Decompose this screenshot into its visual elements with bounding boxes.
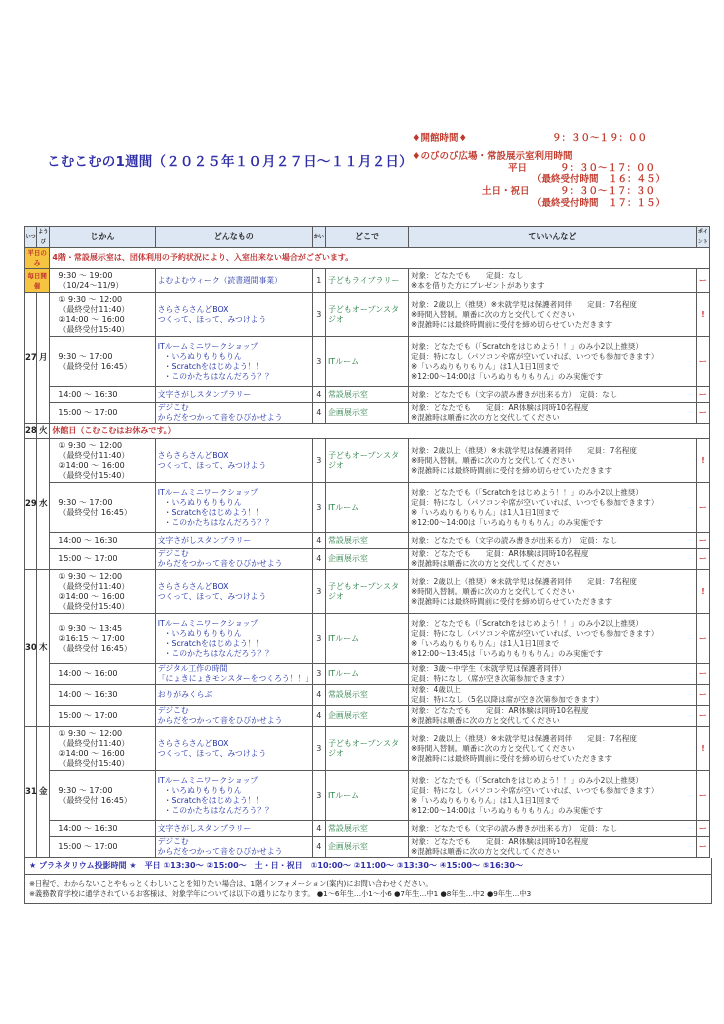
weekday: 水: [37, 439, 50, 570]
event-place: 子どもオープンスタジオ: [325, 293, 408, 337]
time-line: ②14:00 ～ 16:00: [58, 314, 125, 324]
event-name-line: デジこむ: [157, 549, 189, 558]
info-line: ※時間入替制。順番に次の方と交代してください: [411, 309, 575, 319]
table-row: [25, 337, 710, 387]
event-point: ー: [696, 483, 709, 533]
event-time: [50, 293, 155, 337]
event-name-line: さらさらさんどBOX: [157, 304, 229, 314]
opening-hours: [412, 130, 682, 207]
event-time: [50, 387, 155, 403]
weekday-last: （最終受付時間 １６：４５）: [532, 174, 666, 186]
event-info: [409, 771, 697, 821]
event-time: [50, 403, 155, 424]
event-place: 企画展示室: [325, 706, 408, 727]
note-line: ※日程で、わからないことやもっとくわしいことを知りたい場合は、1階インフォメーション(案内)にお問い合わせください。: [29, 879, 433, 888]
event-name-line: さらさらさんどBOX: [157, 450, 229, 460]
planetarium-times: ★ プラネタリウム投影時間 ★ 平日 ①13:30～ ②15:00～ 土・日・祝日 ①10:00～ ②11:00～ ③13:30～ ④15:00～ ⑤16:30～: [25, 858, 711, 875]
daily-time-1: 9:30 ～ 19:00: [58, 270, 113, 280]
time-line: 15:00 ～ 17:00: [58, 711, 118, 720]
weekday: 木: [37, 570, 50, 727]
event-name-line: つくって、ほって、みつけよう: [157, 460, 267, 470]
time-line: ① 9:30 ～ 12:00: [58, 728, 123, 738]
event-info: [409, 821, 697, 837]
time-line: （最終受付 16:45）: [58, 795, 132, 805]
event-place: 子どもオープンスタジオ: [325, 439, 408, 483]
daily-point: ー: [696, 269, 709, 293]
event-name-line: ・いろぬりもりもりん: [163, 497, 242, 507]
footer: [24, 858, 712, 904]
event-floor: 3: [312, 439, 325, 483]
time-line: ① 9:30 ～ 12:00: [58, 440, 123, 450]
table-row: [25, 837, 710, 858]
event-time: [50, 570, 155, 614]
info-line: ※混雑時には最終時間前に受付を締め切らせていただきます: [411, 596, 613, 606]
event-point: !: [696, 570, 709, 614]
event-name-line: ・Scratchをはじめよう！！: [163, 361, 264, 371]
info-line: ※12:00～14:00は「いろぬりもりもりん」のみ実施です: [411, 517, 604, 527]
event-name-line: ITルームミニワークショップ: [157, 487, 259, 497]
event-info: [409, 706, 697, 727]
table-row: [25, 439, 710, 483]
open-label: ♦開館時間♦: [412, 133, 468, 144]
header-youbi: ようび: [37, 227, 50, 248]
event-name-line: ・このかたちはなんだろう？？: [163, 371, 273, 381]
event-time: [50, 614, 155, 664]
daily-floor: 1: [312, 269, 325, 293]
event-name-line: おりがみくらぶ: [157, 690, 213, 699]
event-place: 常設展示室: [325, 821, 408, 837]
event-point: !: [696, 439, 709, 483]
daily-where: 子どもライブラリー: [325, 269, 408, 293]
event-time: [50, 685, 155, 706]
info-line: 対象：どなたでも 定員：AR体験は同時10名程度: [411, 403, 589, 412]
time-line: （最終受付 16:45）: [58, 361, 132, 371]
event-floor: 3: [312, 727, 325, 771]
time-line: 9:30 ～ 17:00: [58, 351, 113, 361]
event-place: 常設展示室: [325, 387, 408, 403]
event-floor: 3: [312, 614, 325, 664]
weekend-last: （最終受付時間 １７：１５）: [532, 197, 666, 209]
event-floor: 3: [312, 664, 325, 685]
event-name: [155, 570, 312, 614]
event-name-line: さらさらさんどBOX: [157, 738, 229, 748]
time-line: 15:00 ～ 17:00: [58, 408, 118, 417]
event-name: [155, 387, 312, 403]
info-line: 対象：どなたでも（文字の読み書きが出来る方） 定員：なし: [411, 389, 618, 399]
event-place: 企画展示室: [325, 403, 408, 424]
event-point: ー: [696, 387, 709, 403]
event-point: ー: [696, 706, 709, 727]
time-line: ① 9:30 ～ 13:45: [58, 623, 123, 633]
weekday: 月: [37, 293, 50, 424]
event-point: ー: [696, 771, 709, 821]
event-name-line: からだをつかって音をひびかせよう: [157, 413, 283, 422]
info-line: ※時間入替制。順番に次の方と交代してください: [411, 586, 575, 596]
event-name-line: ・このかたちはなんだろう？？: [163, 517, 273, 527]
info-line: 対象：2歳以上（推奨）※未就学児は保護者同伴 定員：7名程度: [411, 299, 637, 309]
time-line: 14:00 ～ 16:30: [58, 690, 118, 699]
info-line: ※混雑時には最終時間前に受付を締め切らせていただきます: [411, 753, 613, 763]
info-line: 対象：どなたでも 定員：AR体験は同時10名程度: [411, 549, 589, 558]
time-line: （最終受付11:40）: [58, 450, 130, 460]
event-place: 子どもオープンスタジオ: [325, 570, 408, 614]
time-line: ②14:00 ～ 16:00: [58, 748, 125, 758]
event-time: [50, 439, 155, 483]
event-place: 常設展示室: [325, 685, 408, 706]
time-line: 15:00 ～ 17:00: [58, 842, 118, 851]
info-line: ※混雑時は順番に次の方と交代してください: [411, 847, 560, 856]
daily-row: [25, 269, 710, 293]
info-line: 定員：特になし（席が空き次第参加できます）: [411, 674, 569, 683]
time-line: 14:00 ～ 16:30: [58, 389, 118, 399]
open-time: ９：３０～１９：００: [552, 133, 648, 144]
event-name-line: つくって、ほって、みつけよう: [157, 591, 267, 601]
event-name-line: ・このかたちはなんだろう？？: [163, 648, 273, 658]
event-point: ー: [696, 614, 709, 664]
table-row: [25, 387, 710, 403]
table-row: [25, 614, 710, 664]
info-line: ※「いろぬりもりもりん」は1人1日1回まで: [411, 795, 560, 805]
event-place: 企画展示室: [325, 837, 408, 858]
event-info: [409, 293, 697, 337]
notice-row: [25, 248, 710, 269]
time-line: 15:00 ～ 17:00: [58, 554, 118, 563]
event-info: [409, 387, 697, 403]
event-name-line: デジこむ: [157, 403, 189, 412]
header-point: ポイント: [696, 227, 709, 248]
weekday-label: 平日: [508, 162, 528, 174]
event-name-line: ・このかたちはなんだろう？？: [163, 805, 273, 815]
time-line: 14:00 ～ 16:00: [58, 669, 118, 678]
header-itsu: いつ: [25, 227, 37, 248]
event-floor: 3: [312, 483, 325, 533]
time-line: （最終受付15:40）: [58, 324, 130, 334]
weekend-time: ９：３０～１７：３０: [560, 186, 656, 198]
event-time: [50, 483, 155, 533]
event-floor: 4: [312, 685, 325, 706]
event-time: [50, 727, 155, 771]
event-floor: 3: [312, 570, 325, 614]
day-row-closed: [25, 424, 710, 439]
event-info: [409, 727, 697, 771]
daily-info-2: ※本を借りた方にプレゼントがあります: [411, 280, 545, 290]
header-kai: かい: [312, 227, 325, 248]
event-name-line: からだをつかって音をひびかせよう: [157, 847, 283, 856]
event-place: ITルーム: [325, 614, 408, 664]
table-row: [25, 533, 710, 549]
event-time: [50, 821, 155, 837]
info-line: 対象：4歳以上: [411, 685, 461, 694]
header-iinna: ていいんなど: [409, 227, 697, 248]
event-point: ー: [696, 533, 709, 549]
event-name-line: からだをつかって音をひびかせよう: [157, 559, 283, 568]
info-line: 対象：2歳以上（推奨）※未就学児は保護者同伴 定員：7名程度: [411, 445, 637, 455]
event-name: [155, 821, 312, 837]
event-name-line: つくって、ほって、みつけよう: [157, 314, 267, 324]
event-name-line: ITルームミニワークショップ: [157, 618, 259, 628]
event-point: !: [696, 293, 709, 337]
table-header: [25, 227, 710, 248]
event-point: ー: [696, 337, 709, 387]
info-line: 定員：特になし（パソコンや席が空いていれば、いつでも参加できます）: [411, 628, 659, 638]
event-name: [155, 771, 312, 821]
event-point: ー: [696, 685, 709, 706]
event-name: [155, 549, 312, 570]
table-row: [25, 771, 710, 821]
header-donna: どんなもの: [155, 227, 312, 248]
time-line: 9:30 ～ 17:00: [58, 497, 113, 507]
event-floor: 4: [312, 837, 325, 858]
event-floor: 4: [312, 706, 325, 727]
event-name-line: ・Scratchをはじめよう！！: [163, 507, 264, 517]
daily-time: [50, 269, 155, 293]
event-name-line: 文字さがしスタンプラリー: [157, 535, 252, 545]
day-number: 31: [25, 727, 37, 858]
event-name: [155, 483, 312, 533]
event-place: 子どもオープンスタジオ: [325, 727, 408, 771]
event-name: [155, 439, 312, 483]
time-line: （最終受付15:40）: [58, 601, 130, 611]
time-line: ②14:00 ～ 16:00: [58, 460, 125, 470]
weekday-time: ９：３０～１７：００: [560, 162, 656, 174]
table-row: [25, 293, 710, 337]
event-info: [409, 664, 697, 685]
daily-time-2: （10/24～11/9）: [58, 280, 124, 290]
event-floor: 4: [312, 549, 325, 570]
table-row: [25, 821, 710, 837]
weekday: 金: [37, 727, 50, 858]
event-floor: 4: [312, 533, 325, 549]
weekday: 火: [37, 424, 50, 439]
daily-what: よむよむウィーク（読書週間事業）: [155, 269, 312, 293]
event-info: [409, 685, 697, 706]
info-line: 対象：どなたでも（「Scratchをはじめよう！！」のみ小2以上推奨）: [411, 487, 643, 497]
event-time: [50, 664, 155, 685]
event-info: [409, 549, 697, 570]
day-number: 29: [25, 439, 37, 570]
event-time: [50, 549, 155, 570]
time-line: （最終受付15:40）: [58, 758, 130, 768]
daily-info-1: 対象：どなたでも 定員：なし: [411, 270, 524, 280]
event-name: [155, 614, 312, 664]
event-name-line: デジタル工作の時間: [157, 664, 228, 673]
event-point: ー: [696, 821, 709, 837]
event-point: ー: [696, 549, 709, 570]
event-name: [155, 403, 312, 424]
table-row: [25, 727, 710, 771]
notes: [25, 875, 711, 903]
event-point: !: [696, 727, 709, 771]
day-number: 30: [25, 570, 37, 727]
time-line: ②16:15 ～ 17:00: [58, 633, 125, 643]
event-name-line: ITルームミニワークショップ: [157, 775, 259, 785]
event-place: ITルーム: [325, 771, 408, 821]
info-line: ※混雑時は順番に次の方と交代してください: [411, 716, 560, 725]
event-time: [50, 837, 155, 858]
table-row: [25, 685, 710, 706]
event-point: ー: [696, 837, 709, 858]
closed-notice: 休館日（こむこむはお休みです。）: [50, 424, 710, 439]
event-info: [409, 439, 697, 483]
event-time: [50, 337, 155, 387]
time-line: 14:00 ～ 16:30: [58, 823, 118, 833]
event-floor: 4: [312, 403, 325, 424]
info-line: 対象：2歳以上（推奨）※未就学児は保護者同伴 定員：7名程度: [411, 576, 637, 586]
header-dokode: どこで: [325, 227, 408, 248]
event-name: [155, 685, 312, 706]
time-line: 9:30 ～ 17:00: [58, 785, 113, 795]
event-floor: 4: [312, 821, 325, 837]
nobi-label: ♦のびのび広場・常設展示室利用時間: [412, 150, 573, 162]
event-name: [155, 837, 312, 858]
info-line: ※混雑時は順番に次の方と交代してください: [411, 559, 560, 568]
table-row: [25, 706, 710, 727]
time-line: 14:00 ～ 16:30: [58, 535, 118, 545]
header-jikan: じかん: [50, 227, 155, 248]
event-info: [409, 533, 697, 549]
event-place: ITルーム: [325, 664, 408, 685]
info-line: ※時間入替制。順番に次の方と交代してください: [411, 455, 575, 465]
time-line: （最終受付11:40）: [58, 738, 130, 748]
info-line: 定員：特になし（5名以降は席が空き次第参加できます）: [411, 695, 604, 704]
info-line: 対象：2歳以上（推奨）※未就学児は保護者同伴 定員：7名程度: [411, 733, 637, 743]
info-line: 対象：どなたでも（文字の読み書きが出来る方） 定員：なし: [411, 535, 618, 545]
event-info: [409, 483, 697, 533]
info-line: ※「いろぬりもりもりん」は1人1日1回まで: [411, 361, 560, 371]
info-line: ※混雑時には最終時間前に受付を締め切らせていただきます: [411, 319, 613, 329]
info-line: ※混雑時は順番に次の方と交代してください: [411, 413, 560, 422]
event-floor: 4: [312, 387, 325, 403]
note-line: ※義務教育学校に通学されているお客様は、対象学年については以下の通りになります。 ●1～6年生…小1～小6 ●7年生…中1 ●8年生…中2 ●9年生…中3: [29, 889, 532, 898]
table-row: [25, 549, 710, 570]
event-place: 企画展示室: [325, 549, 408, 570]
event-place: ITルーム: [325, 337, 408, 387]
info-line: 定員：特になし（パソコンや席が空いていれば、いつでも参加できます）: [411, 351, 659, 361]
event-name-line: 文字さがしスタンプラリー: [157, 823, 252, 833]
info-line: ※12:00～14:00は「いろぬりもりもりん」のみ実施です: [411, 805, 604, 815]
event-name-line: ・Scratchをはじめよう！！: [163, 638, 264, 648]
weekend-label: 土日・祝日: [482, 186, 530, 198]
event-name-line: ・いろぬりもりもりん: [163, 351, 242, 361]
table-row: [25, 403, 710, 424]
event-info: [409, 403, 697, 424]
time-line: ②14:00 ～ 16:00: [58, 591, 125, 601]
event-time: [50, 771, 155, 821]
info-line: 対象：どなたでも 定員：AR体験は同時10名程度: [411, 837, 589, 846]
event-name-line: 文字さがしスタンプラリー: [157, 389, 252, 399]
info-line: ※混雑時には最終時間前に受付を締め切らせていただきます: [411, 465, 613, 475]
day-number: 28: [25, 424, 37, 439]
info-line: 対象：どなたでも（「Scratchをはじめよう！！」のみ小2以上推奨）: [411, 775, 643, 785]
page-title: こむこむの1週間（２０２５年１０月２７日～１１月２日）: [47, 154, 413, 170]
event-place: ITルーム: [325, 483, 408, 533]
event-info: [409, 337, 697, 387]
time-line: （最終受付 16:45）: [58, 643, 132, 653]
event-name: [155, 706, 312, 727]
info-line: ※12:00～13:45は「いろぬりもりもりん」のみ実施です: [411, 648, 604, 658]
daily-badge: 毎日開催: [25, 269, 50, 293]
time-line: （最終受付11:40）: [58, 304, 130, 314]
event-floor: 3: [312, 337, 325, 387]
event-name: [155, 533, 312, 549]
event-name-line: デジこむ: [157, 706, 189, 715]
notice-text: 4階・常設展示室は、団体利用の予約状況により、入室出来ない場合がございます。: [50, 248, 710, 269]
event-name: [155, 293, 312, 337]
table-row: [25, 483, 710, 533]
event-info: [409, 614, 697, 664]
event-floor: 3: [312, 293, 325, 337]
table-row: [25, 664, 710, 685]
event-point: ー: [696, 664, 709, 685]
day-number: 27: [25, 293, 37, 424]
event-name-line: 「にょきにょきモンスターをつくろう！！」: [157, 674, 314, 683]
event-time: [50, 706, 155, 727]
event-time: [50, 533, 155, 549]
event-name-line: デジこむ: [157, 837, 189, 846]
info-line: 対象：3歳～中学生（未就学児は保護者同伴）: [411, 664, 566, 673]
event-info: [409, 837, 697, 858]
event-point: ー: [696, 403, 709, 424]
event-name-line: ITルームミニワークショップ: [157, 341, 259, 351]
time-line: ① 9:30 ～ 12:00: [58, 571, 123, 581]
event-floor: 3: [312, 771, 325, 821]
event-name-line: つくって、ほって、みつけよう: [157, 748, 267, 758]
event-name-line: さらさらさんどBOX: [157, 581, 229, 591]
info-line: 対象：どなたでも（「Scratchをはじめよう！！」のみ小2以上推奨）: [411, 618, 643, 628]
time-line: （最終受付11:40）: [58, 581, 130, 591]
schedule-table: [24, 226, 710, 858]
time-line: ① 9:30 ～ 12:00: [58, 294, 123, 304]
info-line: 対象：どなたでも（「Scratchをはじめよう！！」のみ小2以上推奨）: [411, 341, 643, 351]
info-line: ※時間入替制。順番に次の方と交代してください: [411, 743, 575, 753]
event-name: [155, 337, 312, 387]
info-line: ※「いろぬりもりもりん」は1人1日1回まで: [411, 638, 560, 648]
event-name: [155, 664, 312, 685]
info-line: 定員：特になし（パソコンや席が空いていれば、いつでも参加できます）: [411, 497, 659, 507]
info-line: ※12:00～14:00は「いろぬりもりもりん」のみ実施です: [411, 371, 604, 381]
info-line: 定員：特になし（パソコンや席が空いていれば、いつでも参加できます）: [411, 785, 659, 795]
event-name-line: ・いろぬりもりもりん: [163, 628, 242, 638]
event-info: [409, 570, 697, 614]
info-line: 対象：どなたでも（文字の読み書きが出来る方） 定員：なし: [411, 823, 618, 833]
time-line: （最終受付 16:45）: [58, 507, 132, 517]
weekday-only-badge: 平日のみ: [25, 248, 50, 269]
event-name-line: ・いろぬりもりもりん: [163, 785, 242, 795]
event-place: 常設展示室: [325, 533, 408, 549]
info-line: 対象：どなたでも 定員：AR体験は同時10名程度: [411, 706, 589, 715]
time-line: （最終受付15:40）: [58, 470, 130, 480]
event-name: [155, 727, 312, 771]
event-name-line: からだをつかって音をひびかせよう: [157, 716, 283, 725]
table-row: [25, 570, 710, 614]
info-line: ※「いろぬりもりもりん」は1人1日1回まで: [411, 507, 560, 517]
daily-info: [409, 269, 697, 293]
event-name-line: ・Scratchをはじめよう！！: [163, 795, 264, 805]
